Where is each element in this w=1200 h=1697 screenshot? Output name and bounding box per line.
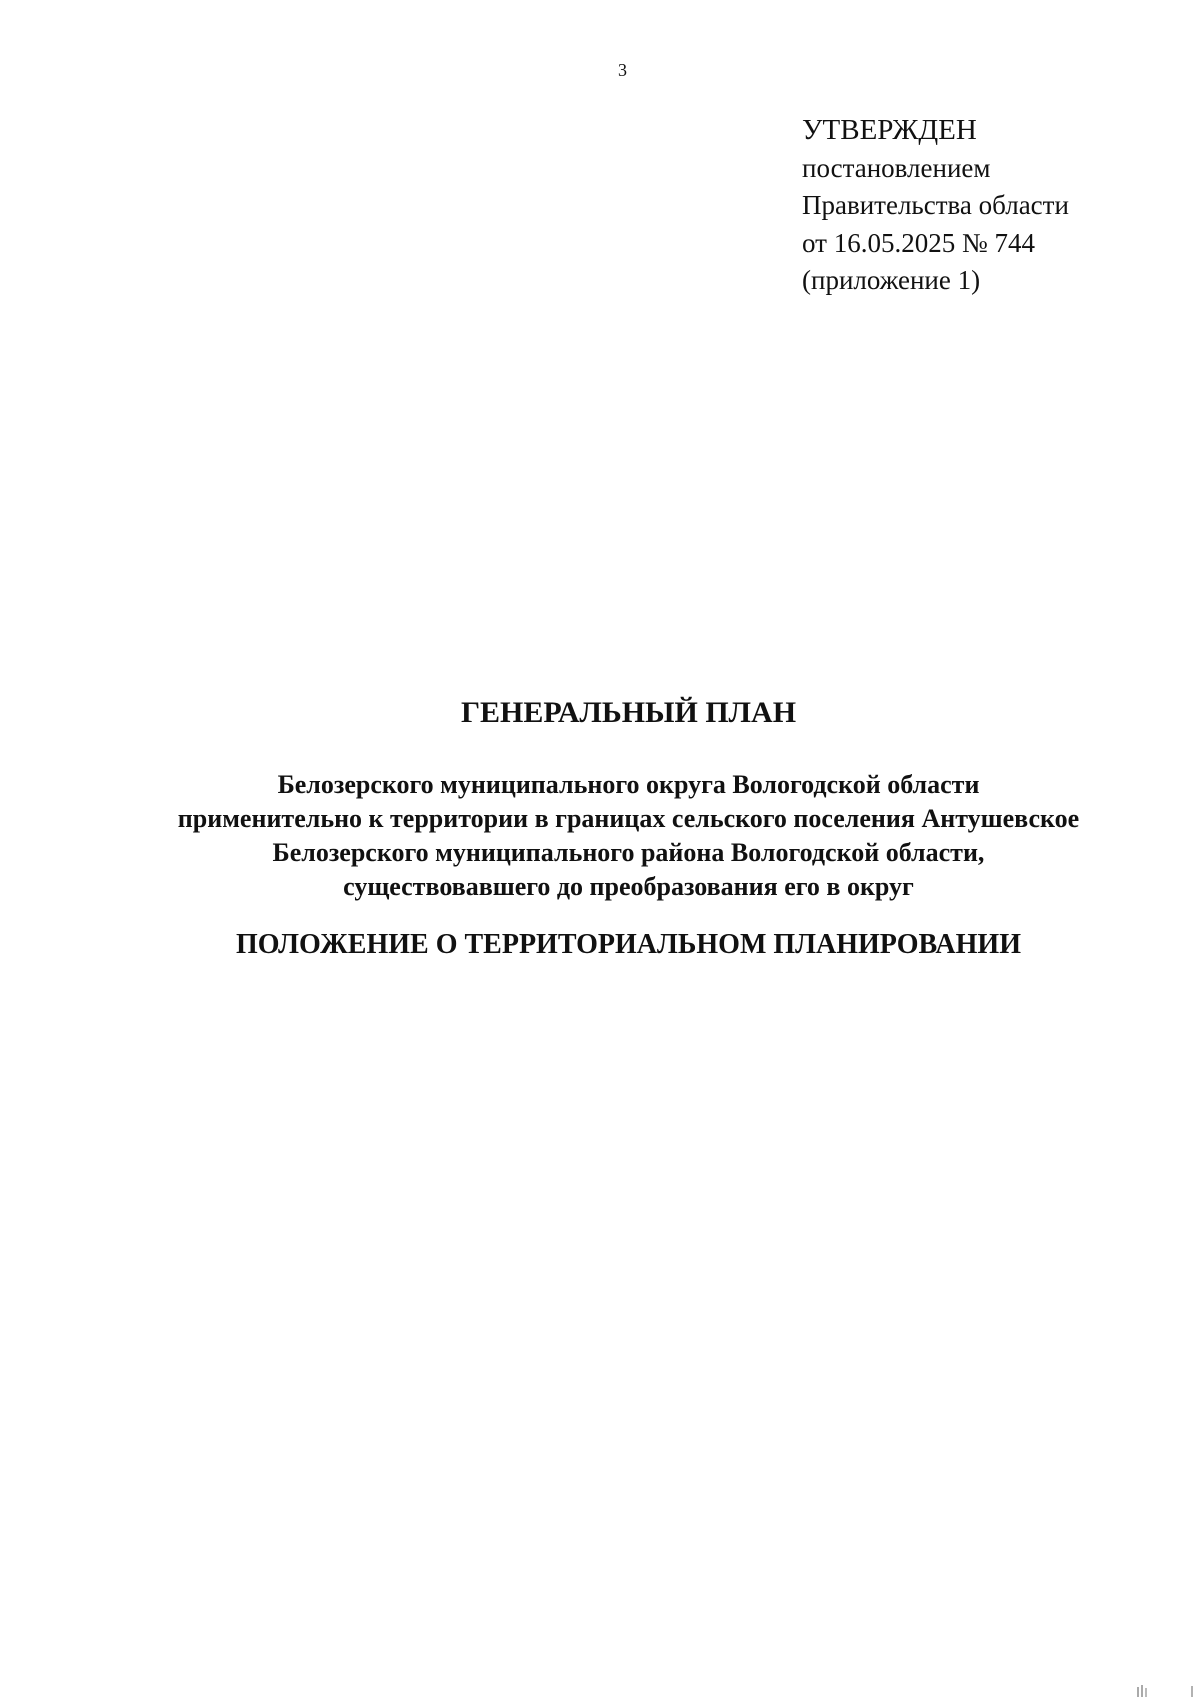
- approval-line: постановлением: [802, 152, 991, 183]
- approval-line: Правительства области: [802, 190, 1069, 220]
- subtitle-line: Белозерского муниципального округа Вологодской области: [277, 770, 980, 799]
- subtitle-line: Белозерского муниципального района Вологодской области,: [272, 838, 985, 867]
- subtitle-line: существовавшего до преобразования его в округ: [343, 872, 914, 901]
- approval-stamp: [802, 112, 1162, 300]
- approval-line: (приложение 1): [802, 265, 981, 295]
- scan-artifact-marks: [1080, 1683, 1200, 1697]
- section-title: ПОЛОЖЕНИЕ О ТЕРРИТОРИАЛЬНОМ ПЛАНИРОВАНИИ: [236, 929, 1021, 960]
- document-title: ГЕНЕРАЛЬНЫЙ ПЛАН: [460, 696, 797, 729]
- approval-heading: УТВЕРЖДЕН: [802, 114, 977, 146]
- approval-line: от 16.05.2025 № 744: [802, 227, 1035, 258]
- document-subtitle: [0, 768, 1200, 904]
- subtitle-line: применительно к территории в границах сельского поселения Антушевское: [177, 804, 1080, 833]
- page-number: 3: [618, 60, 627, 80]
